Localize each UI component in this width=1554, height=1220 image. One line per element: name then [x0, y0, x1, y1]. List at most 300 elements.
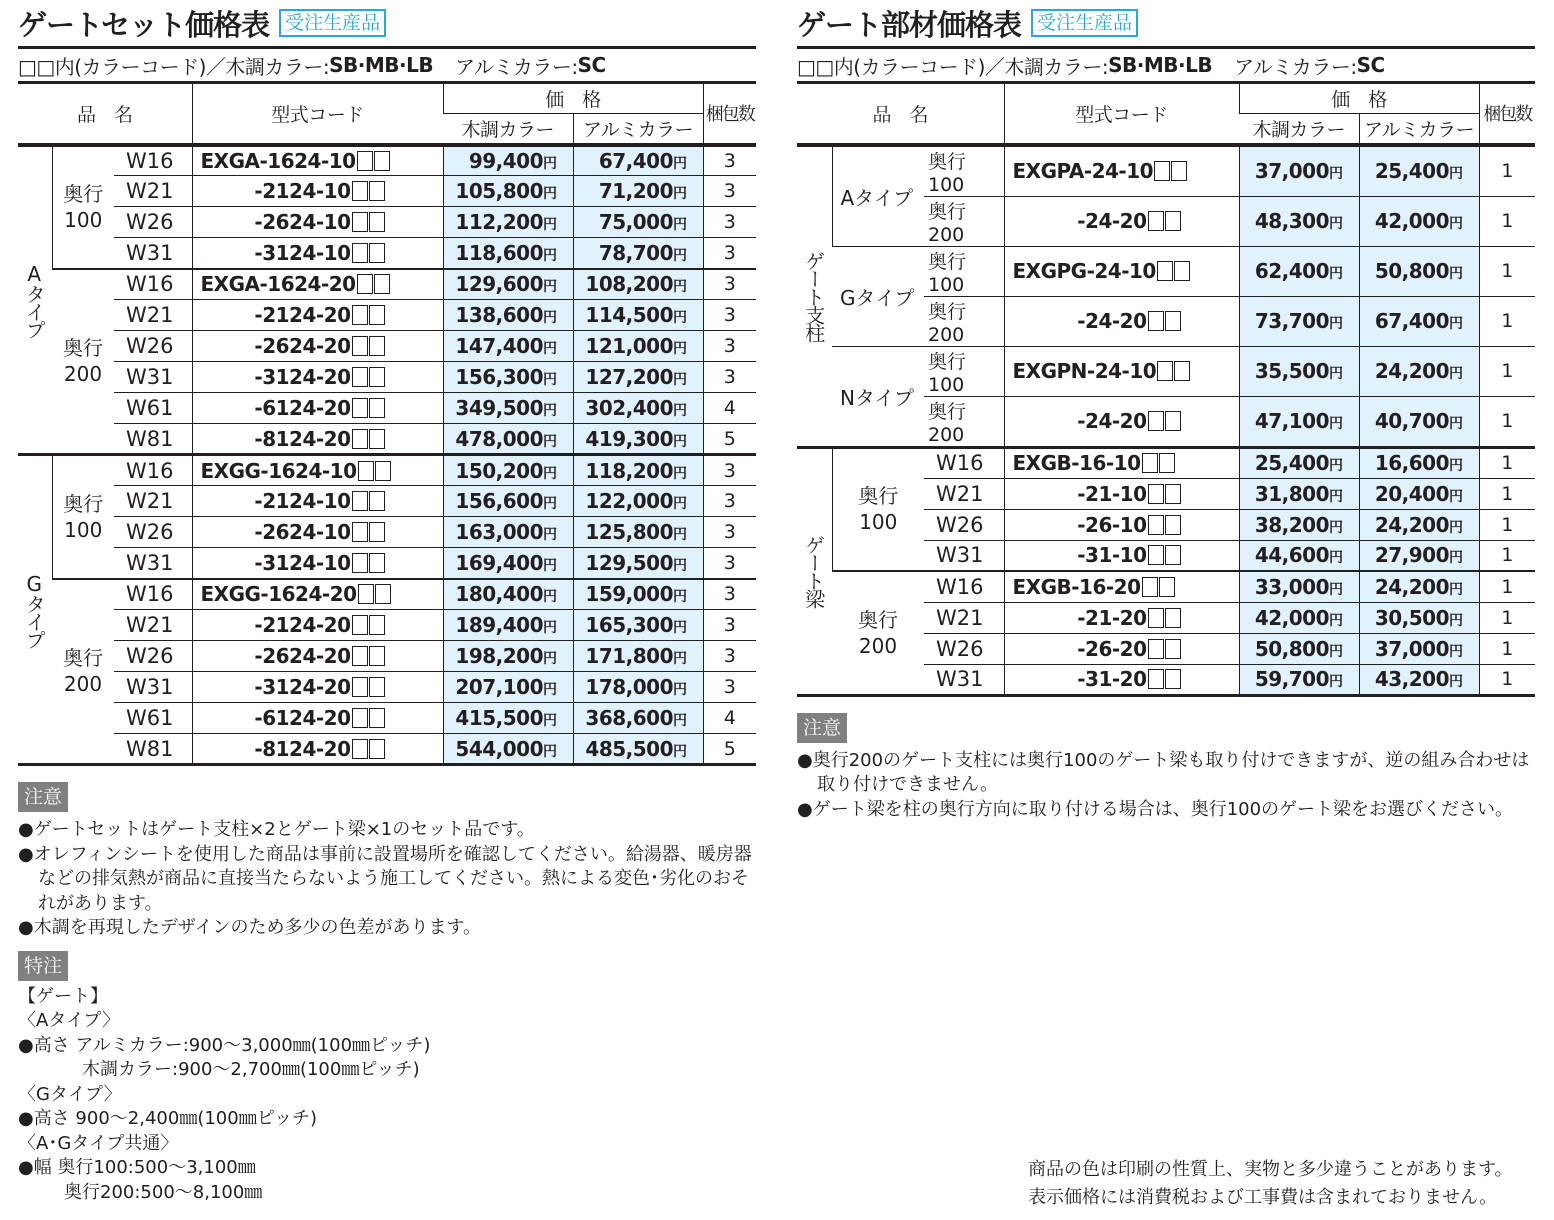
model-code-text: -6124-20 — [254, 396, 351, 420]
package-count: 4 — [703, 703, 756, 734]
price-value: 25,400 — [1254, 451, 1329, 475]
color-code-box-icon — [352, 739, 368, 759]
price-value: 485,500 — [585, 736, 674, 761]
yen-unit: 円 — [543, 651, 557, 667]
model-code — [1004, 196, 1239, 246]
price-value: 62,400 — [1254, 259, 1329, 283]
wood-color-price — [1239, 296, 1359, 346]
color-code-box-icon — [375, 584, 391, 604]
package-count: 1 — [1479, 540, 1535, 571]
color-code-box-icon — [369, 491, 385, 511]
model-code-text: EXGG-1624-20 — [200, 582, 357, 607]
wood-color-price — [443, 331, 573, 362]
model-code-text: -2124-20 — [254, 613, 351, 637]
price-value: 47,100 — [1254, 409, 1329, 433]
width-size: W26 — [114, 207, 192, 238]
alu-color-price — [1359, 633, 1479, 664]
color-code-box-icon — [352, 646, 368, 666]
model-code — [1004, 296, 1239, 346]
color-code-box-icon — [1148, 545, 1164, 565]
yen-unit: 円 — [673, 620, 687, 636]
color-code-box-icon — [1165, 639, 1181, 659]
color-code-box-icon — [1148, 639, 1164, 659]
caution-label: 注意 — [797, 713, 847, 743]
yen-unit: 円 — [1449, 519, 1463, 536]
alu-color-codes: SC — [577, 53, 606, 77]
wood-color-price — [443, 455, 573, 486]
yen-unit: 円 — [673, 682, 687, 698]
package-count: 3 — [703, 486, 756, 517]
title-row — [797, 0, 1535, 46]
width-size: W31 — [924, 664, 1004, 695]
yen-unit: 円 — [1329, 488, 1343, 505]
header-model-code: 型式コード — [192, 83, 443, 145]
header-price: 価 格 — [1239, 83, 1479, 114]
alu-color-price — [1359, 145, 1479, 197]
price-value: 349,500 — [455, 396, 543, 420]
price-value: 50,800 — [1254, 636, 1329, 661]
width-size: W81 — [114, 424, 192, 455]
caution-item: ●オレフィンシートを使用した商品は事前に設置場所を確認してください。給湯器、暖房器などの排気熱が商品に直接当たらないよう施工してください。熱による変色･劣化のおそれがあります。 — [18, 843, 752, 914]
package-count: 5 — [703, 734, 756, 765]
depth-label — [52, 579, 114, 765]
yen-unit: 円 — [1329, 581, 1343, 598]
alu-color-price — [1359, 664, 1479, 695]
price-value: 67,400 — [1374, 309, 1450, 333]
color-code-box-icon — [357, 151, 373, 171]
color-code-box-icon — [369, 336, 385, 356]
model-code-text: EXGA-1624-10 — [200, 148, 356, 173]
price-value: 178,000 — [585, 675, 674, 699]
package-count: 1 — [1479, 447, 1535, 478]
table-row — [18, 548, 756, 579]
product-group — [18, 455, 756, 765]
special-line: 〈Aタイプ〉 — [18, 1010, 120, 1031]
price-value: 16,600 — [1374, 451, 1450, 475]
wood-color-price — [1239, 396, 1359, 447]
package-count: 1 — [1479, 602, 1535, 633]
special-order-label: 特注 — [18, 951, 68, 981]
color-code-box-icon — [352, 243, 368, 263]
header-wood-color: 木調カラー — [1239, 114, 1359, 145]
table-row — [18, 703, 756, 734]
yen-unit: 円 — [543, 620, 557, 636]
width-size: W16 — [114, 455, 192, 486]
model-code-text: -2124-20 — [254, 303, 351, 327]
model-code — [192, 331, 443, 362]
depth-label-value: 100 — [859, 510, 898, 535]
model-code — [192, 362, 443, 393]
model-code — [1004, 447, 1239, 478]
price-value: 171,800 — [585, 644, 674, 668]
post-type-label: Nタイプ — [832, 346, 924, 447]
alu-color-price — [573, 672, 703, 703]
yen-unit: 円 — [1449, 458, 1463, 474]
model-code-text: -2124-10 — [254, 489, 351, 513]
depth-label-text: 奥行 — [63, 182, 104, 206]
color-code-box-icon — [369, 677, 385, 697]
price-value: 24,200 — [1374, 574, 1450, 599]
gate-parts-price-panel — [797, 0, 1535, 822]
footer-disclaimer — [1028, 1156, 1513, 1212]
price-value: 33,000 — [1254, 574, 1329, 599]
depth-label-value: 200 — [63, 362, 103, 387]
wood-color-price — [1239, 196, 1359, 246]
color-code-box-icon — [1154, 161, 1170, 181]
package-count: 1 — [1479, 633, 1535, 664]
color-code-box-icon — [352, 491, 368, 511]
yen-unit: 円 — [673, 279, 687, 296]
yen-unit: 円 — [543, 186, 557, 202]
package-count: 3 — [703, 331, 756, 362]
wood-color-price — [1239, 633, 1359, 664]
price-value: 478,000 — [455, 426, 543, 451]
model-code-text: -24-20 — [1077, 409, 1147, 433]
width-size: W21 — [924, 602, 1004, 633]
price-value: 112,200 — [455, 210, 543, 234]
product-type-label: Gタイプ — [18, 455, 52, 765]
model-code-text: EXGG-1624-10 — [200, 458, 357, 483]
model-code-text: -2624-10 — [254, 210, 351, 234]
color-code-box-icon — [1157, 361, 1173, 381]
price-value: 25,400 — [1374, 159, 1450, 183]
package-count: 3 — [703, 548, 756, 579]
yen-unit: 円 — [1449, 316, 1463, 332]
alu-color-price — [573, 517, 703, 548]
table-row — [18, 393, 756, 424]
alu-color-price — [1359, 540, 1479, 571]
alu-color-price — [573, 455, 703, 486]
price-value: 122,000 — [585, 489, 674, 513]
depth-label-value: 200 — [63, 672, 103, 697]
width-size: W81 — [114, 734, 192, 765]
color-code-box-icon — [357, 274, 373, 294]
package-count: 1 — [1479, 664, 1535, 695]
package-count: 4 — [703, 393, 756, 424]
model-code-text: -21-10 — [1077, 481, 1147, 506]
color-code-box-icon — [1165, 484, 1181, 504]
price-value: 207,100 — [455, 675, 543, 699]
caution-item: ●ゲート梁を柱の奥行方向に取り付ける場合は、奥行100のゲート梁をお選びください。 — [797, 798, 1514, 820]
package-count: 1 — [1479, 346, 1535, 396]
price-value: 99,400 — [468, 148, 543, 173]
package-count: 3 — [703, 517, 756, 548]
model-code — [192, 641, 443, 672]
package-count: 3 — [703, 300, 756, 331]
yen-unit: 円 — [1329, 316, 1343, 332]
yen-unit: 円 — [1449, 166, 1463, 182]
yen-unit: 円 — [673, 433, 687, 450]
color-code-box-icon — [1159, 453, 1175, 473]
table-row — [18, 362, 756, 393]
color-code-prefix: □□内(カラーコード)／木調カラー: — [18, 54, 330, 79]
wood-color-price — [443, 238, 573, 269]
post-type-label: Aタイプ — [832, 145, 924, 247]
alu-color-price — [1359, 396, 1479, 447]
model-code-text: EXGB-16-10 — [1012, 451, 1141, 475]
price-value: 24,200 — [1374, 359, 1450, 383]
price-value: 42,000 — [1254, 605, 1329, 630]
price-value: 44,600 — [1254, 543, 1329, 568]
price-value: 118,200 — [585, 458, 674, 483]
price-value: 37,000 — [1374, 636, 1450, 661]
price-value: 71,200 — [598, 179, 674, 203]
package-count: 3 — [703, 641, 756, 672]
yen-unit: 円 — [1449, 366, 1463, 382]
model-code — [192, 207, 443, 238]
model-code-text: -6124-20 — [254, 706, 351, 730]
table-row — [797, 571, 1535, 602]
yen-unit: 円 — [543, 557, 557, 574]
price-value: 30,500 — [1374, 605, 1450, 630]
yen-unit: 円 — [673, 341, 687, 357]
color-code-box-icon — [1165, 545, 1181, 565]
yen-unit: 円 — [673, 247, 687, 264]
wood-color-price — [1239, 509, 1359, 540]
depth-label — [832, 447, 924, 571]
model-code — [192, 176, 443, 207]
depth-label-text: 奥行 — [63, 646, 103, 671]
yen-unit: 円 — [1329, 216, 1343, 232]
price-value: 37,000 — [1254, 159, 1329, 183]
alu-color-price — [573, 176, 703, 207]
price-value: 42,000 — [1374, 209, 1450, 233]
color-code-box-icon — [369, 212, 385, 232]
yen-unit: 円 — [673, 713, 687, 729]
model-code — [1004, 509, 1239, 540]
table-row — [797, 145, 1535, 197]
color-code-box-icon — [369, 181, 385, 201]
color-code-box-icon — [1165, 608, 1181, 628]
alu-color-price — [1359, 571, 1479, 602]
color-code-box-icon — [1165, 669, 1181, 689]
yen-unit: 円 — [673, 465, 687, 482]
table-row — [18, 176, 756, 207]
alu-color-label: アルミカラー: — [455, 54, 578, 79]
alu-color-price — [573, 424, 703, 455]
color-code-box-icon — [352, 398, 368, 418]
special-line: ●幅 奥行100:500～3,100㎜ — [18, 1157, 256, 1178]
yen-unit: 円 — [1449, 216, 1463, 232]
alu-color-price — [573, 207, 703, 238]
color-code-box-icon — [369, 553, 385, 573]
table-row — [797, 346, 1535, 396]
model-code — [1004, 664, 1239, 695]
alu-color-price — [1359, 478, 1479, 509]
color-code-box-icon — [352, 336, 368, 356]
color-code-box-icon — [1171, 161, 1187, 181]
gate-parts-price-table — [797, 81, 1535, 697]
header-package-count: 梱包数 — [703, 83, 756, 145]
wood-color-price — [443, 548, 573, 579]
depth-label: 奥行100 — [924, 346, 1004, 396]
caution-section — [18, 782, 756, 941]
package-count: 3 — [703, 610, 756, 641]
price-value: 127,200 — [585, 365, 674, 389]
color-code-box-icon — [1148, 669, 1164, 689]
wood-color-codes: SB·MB·LB — [1108, 53, 1213, 77]
table-row — [18, 269, 756, 300]
color-code-box-icon — [375, 461, 391, 481]
depth-label-text: 奥行 — [858, 607, 898, 632]
alu-color-price — [1359, 602, 1479, 633]
alu-color-price — [573, 548, 703, 579]
alu-color-label: アルミカラー: — [1234, 54, 1357, 79]
price-value: 129,500 — [585, 550, 674, 575]
yen-unit: 円 — [1449, 266, 1463, 282]
special-line: 〈A･Gタイプ共通〉 — [18, 1132, 179, 1154]
yen-unit: 円 — [543, 527, 557, 543]
alu-color-price — [573, 486, 703, 517]
color-code-box-icon — [1165, 515, 1181, 535]
color-code-prefix: □□内(カラーコード)／木調カラー: — [797, 54, 1109, 79]
model-code-text: -3124-20 — [254, 675, 351, 699]
width-size: W26 — [924, 509, 1004, 540]
depth-label: 奥行200 — [924, 396, 1004, 447]
model-code-text: EXGPA-24-10 — [1012, 159, 1154, 183]
width-size: W26 — [114, 517, 192, 548]
alu-color-codes: SC — [1356, 53, 1385, 77]
color-code-box-icon — [1157, 261, 1173, 281]
price-value: 129,600 — [455, 272, 543, 297]
package-count: 1 — [1479, 296, 1535, 346]
model-code-text: -2624-20 — [254, 334, 351, 358]
price-value: 50,800 — [1374, 259, 1450, 283]
price-value: 544,000 — [455, 736, 543, 761]
product-type-label: Aタイプ — [18, 145, 52, 455]
color-code-box-icon — [352, 429, 368, 449]
width-size: W31 — [114, 548, 192, 579]
package-count: 1 — [1479, 571, 1535, 602]
width-size: W21 — [114, 610, 192, 641]
model-code-text: -21-20 — [1077, 605, 1147, 630]
wood-color-price — [443, 703, 573, 734]
depth-label-text: 奥行 — [63, 491, 104, 516]
alu-color-price — [1359, 296, 1479, 346]
price-value: 67,400 — [598, 148, 674, 173]
price-value: 114,500 — [585, 303, 674, 327]
product-group — [18, 145, 756, 455]
color-code-box-icon — [352, 367, 368, 387]
special-line: 奥行200:500～8,100㎜ — [64, 1181, 263, 1203]
price-value: 156,600 — [455, 489, 543, 513]
special-line: 〈Gタイプ〉 — [18, 1083, 122, 1105]
model-code-text: -31-20 — [1077, 667, 1147, 691]
table-row — [18, 610, 756, 641]
model-code — [1004, 396, 1239, 447]
yen-unit: 円 — [543, 465, 557, 482]
width-size: W21 — [114, 486, 192, 517]
color-code-box-icon — [1148, 515, 1164, 535]
color-code-box-icon — [1142, 453, 1158, 473]
model-code — [1004, 145, 1239, 197]
color-code-box-icon — [352, 553, 368, 573]
table-row — [18, 579, 756, 610]
model-code — [192, 455, 443, 486]
model-code-text: -26-10 — [1077, 512, 1147, 537]
alu-color-price — [1359, 246, 1479, 296]
gate-post-group — [797, 145, 1535, 448]
price-value: 108,200 — [585, 272, 674, 297]
width-size: W16 — [924, 571, 1004, 602]
alu-color-price — [573, 269, 703, 300]
gate-set-price-panel — [18, 0, 756, 1205]
price-value: 24,200 — [1374, 512, 1450, 537]
model-code — [192, 238, 443, 269]
color-code-box-icon — [352, 677, 368, 697]
wood-color-price — [443, 672, 573, 703]
model-code — [1004, 571, 1239, 602]
alu-color-price — [573, 579, 703, 610]
table-row — [18, 331, 756, 362]
table-row — [18, 486, 756, 517]
color-code-box-icon — [1174, 361, 1190, 381]
header-package-count: 梱包数 — [1479, 83, 1535, 145]
package-count: 1 — [1479, 396, 1535, 447]
gate-set-price-table — [18, 81, 756, 766]
alu-color-price — [573, 393, 703, 424]
price-value: 20,400 — [1374, 481, 1450, 506]
color-code-box-icon — [1148, 211, 1164, 231]
alu-color-price — [573, 362, 703, 393]
yen-unit: 円 — [1329, 366, 1343, 382]
model-code — [192, 393, 443, 424]
yen-unit: 円 — [673, 496, 687, 512]
yen-unit: 円 — [673, 527, 687, 543]
color-code-box-icon — [369, 522, 385, 542]
disclaimer-line: 商品の色は印刷の性質上、実物と多少違うことがあります。 — [1028, 1159, 1513, 1180]
wood-color-price — [443, 734, 573, 765]
special-line: ●高さ 900～2,400㎜(100㎜ピッチ) — [18, 1108, 317, 1129]
model-code — [192, 672, 443, 703]
width-size: W31 — [924, 540, 1004, 571]
color-code-box-icon — [369, 243, 385, 263]
wood-color-price — [1239, 478, 1359, 509]
model-code — [1004, 246, 1239, 296]
model-code-text: -26-20 — [1077, 636, 1147, 661]
depth-label-value: 200 — [858, 633, 898, 658]
yen-unit: 円 — [1329, 643, 1343, 660]
caution-item: ●木調を再現したデザインのため多少の色差があります。 — [18, 917, 482, 938]
yen-unit: 円 — [1329, 519, 1343, 536]
yen-unit: 円 — [543, 247, 557, 264]
model-code — [1004, 633, 1239, 664]
wood-color-price — [443, 517, 573, 548]
caution-label: 注意 — [18, 782, 68, 812]
depth-label — [52, 455, 114, 579]
width-size: W16 — [114, 579, 192, 610]
header-product-name: 品 名 — [797, 83, 1004, 145]
color-code-box-icon — [369, 615, 385, 635]
special-line: 【ゲート】 — [18, 985, 108, 1007]
price-value: 147,400 — [455, 334, 543, 358]
price-value: 31,800 — [1254, 481, 1329, 506]
header-alu-color: アルミカラー — [1359, 114, 1479, 145]
yen-unit: 円 — [673, 217, 687, 233]
color-code-box-icon — [369, 367, 385, 387]
width-size: W21 — [924, 478, 1004, 509]
yen-unit: 円 — [673, 557, 687, 574]
color-code-box-icon — [1142, 577, 1158, 597]
wood-color-price — [1239, 246, 1359, 296]
yen-unit: 円 — [1449, 674, 1463, 690]
alu-color-price — [1359, 346, 1479, 396]
package-count: 3 — [703, 672, 756, 703]
page-title: ゲートセット価格表 — [18, 7, 270, 42]
header-price: 価 格 — [443, 83, 703, 114]
model-code-text: -24-20 — [1077, 309, 1147, 333]
yen-unit: 円 — [673, 589, 687, 606]
